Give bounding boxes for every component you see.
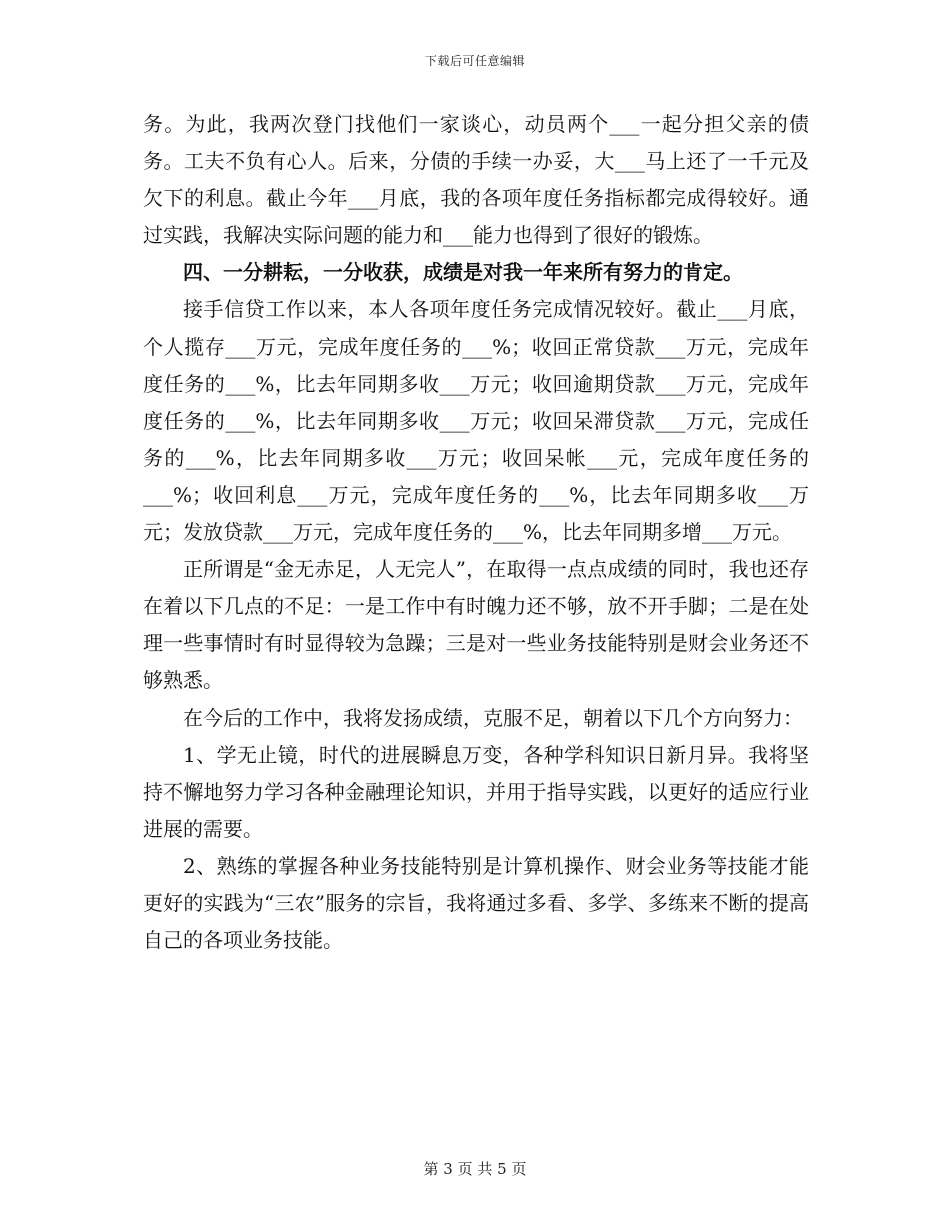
list-item-1: 1、学无止镜，时代的进展瞬息万变，各种学科知识日新月异。我将坚持不懈地努力学习各种金融理论知识，并用于指导实践，以更好的适应行业进展的需要。 <box>143 742 809 841</box>
paragraph-continuation: 务。为此，我两次登门找他们一家谈心，动员两个___一起分担父亲的债务。工夫不负有心人。后来，分债的手续一办妥，大___马上还了一千元及欠下的利息。截止今年___月底，我的各项年度任务指标都完成得较好。通过实践，我解决实际问题的能力和___能力也得到了很好的锻炼。 <box>143 112 809 248</box>
section-heading: 四、一分耕耘，一分收获，成绩是对我一年来所有努力的肯定。 <box>183 260 743 285</box>
page-footer: 第 3 页 共 5 页 <box>423 1160 527 1178</box>
list-item-2: 2、熟练的掌握各种业务技能特别是计算机操作、财会业务等技能才能更好的实践为“三农”服务的宗旨，我将通过多看、多学、多练来不断的提高自己的各项业务技能。 <box>143 853 809 953</box>
paragraph-shortcomings: 正所谓是“金无赤足，人无完人”，在取得一点点成绩的同时，我也还存在着以下几点的不足：一是工作中有时魄力还不够，放不开手脚；二是在处理一些事情时有时显得较为急躁；三是对一些业务技能特别是财会业务还不够熟悉。 <box>143 557 809 693</box>
page-header: 下载后可任意编辑 <box>424 54 525 68</box>
paragraph-direction: 在今后的工作中，我将发扬成绩，克服不足，朝着以下几个方向努力： <box>183 705 803 730</box>
document-body <box>143 106 809 959</box>
paragraph-performance: 接手信贷工作以来，本人各项年度任务完成情况较好。截止___月底，个人揽存___万元，完成年度任务的___%；收回正常贷款___万元，完成年度任务的___%，比去年同期多收___万元；收回逾期贷款___万元，完成年度任务的___%，比去年同期多收___万元；收回呆滞贷款___万元，完成任务的___%，比去年同期多收___万元；收回呆帐___元，完成年度任务的___%；收回利息___万元，完成年度任务的___%，比去年同期多收___万元；发放贷款___万元，完成年度任务的___%，比去年同期多增___万元。 <box>143 297 809 545</box>
